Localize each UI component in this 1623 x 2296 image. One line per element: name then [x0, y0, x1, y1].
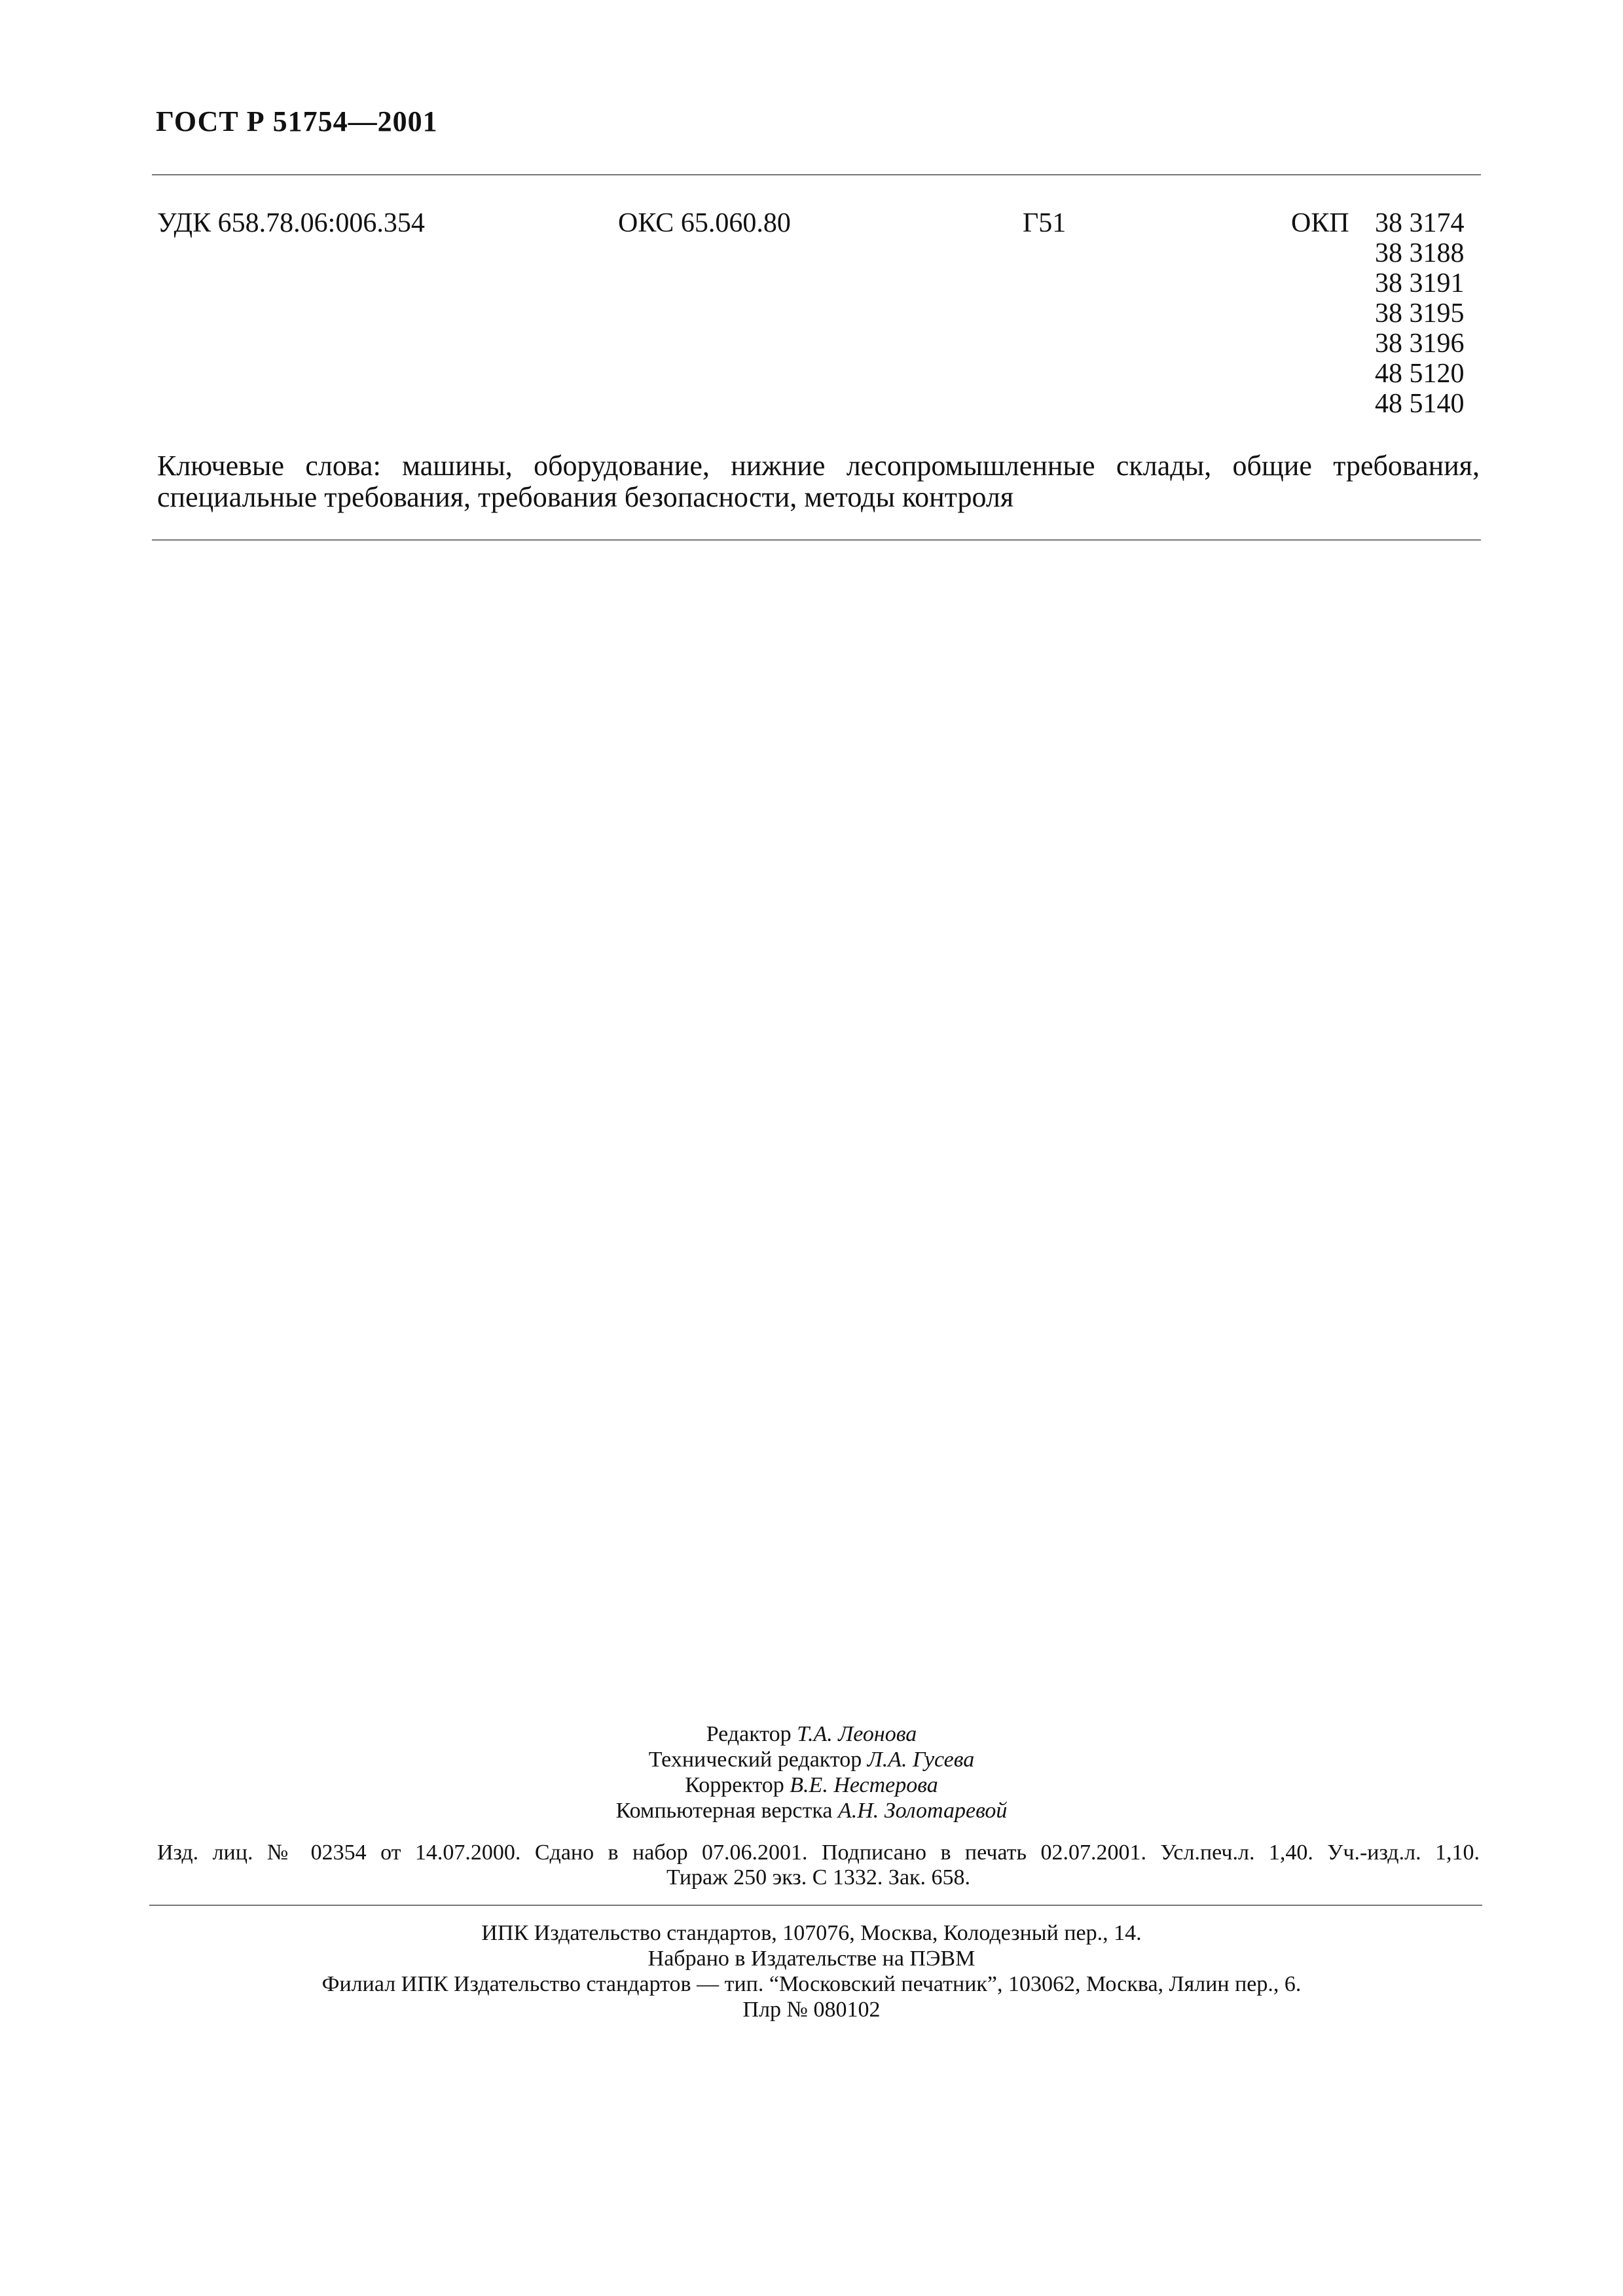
okp-code: 48 5120 [1375, 359, 1465, 389]
editor-role: Редактор [706, 1722, 792, 1746]
publisher-line: ИПК Издательство стандартов, 107076, Москва, Колодезный пер., 14. [481, 1921, 1142, 1945]
layout-credit [0, 1798, 1623, 1823]
keywords-divider [152, 539, 1481, 541]
keywords-line: специальные требования, требования безопасности, методы контроля [157, 481, 1014, 513]
publisher-block [0, 1920, 1623, 2022]
okp-code: 48 5140 [1375, 389, 1465, 419]
layout-role: Компьютерная верстка [615, 1799, 833, 1823]
print-info-line: Изд. лиц. № 02354 от 14.07.2000. Сдано в набор 07.06.2001. Подписано в печать 02.07.2001. Усл.печ.л. 1,40. Уч.-изд.л. 1,10. [157, 1840, 1480, 1865]
okp-code: 38 3191 [1375, 268, 1465, 298]
layout-name: А.Н. Золотаревой [837, 1799, 1008, 1823]
print-info-block [157, 1840, 1480, 1890]
keywords-line: Ключевые слова: машины, оборудование, нижние лесопромышленные склады, общие требования, [157, 450, 1480, 482]
editor-name: Т.А. Леонова [797, 1722, 917, 1746]
okp-code: 38 3174 [1375, 208, 1465, 238]
tech-editor-name: Л.А. Гусева [867, 1748, 975, 1772]
print-info-line: Тираж 250 экз. С 1332. Зак. 658. [666, 1865, 971, 1890]
okp-label: ОКП [1291, 208, 1349, 238]
corrector-role: Корректор [685, 1773, 784, 1797]
publisher-line: Плр № 080102 [742, 1998, 881, 2022]
imprint-divider [149, 1905, 1482, 1906]
publisher-line: Филиал ИПК Издательство стандартов — тип. “Московский печатник”, 103062, Москва, Лялин пер., 6. [321, 1972, 1302, 1996]
oks-code: ОКС 65.060.80 [618, 208, 791, 238]
group-code: Г51 [1023, 208, 1067, 238]
corrector-credit [0, 1772, 1623, 1798]
udk-code: УДК 658.78.06:006.354 [157, 208, 425, 238]
keywords-block [157, 450, 1480, 513]
tech-editor-credit [0, 1747, 1623, 1772]
okp-code: 38 3188 [1375, 238, 1465, 268]
okp-code-list [1375, 208, 1465, 419]
credits-block [0, 1721, 1623, 1823]
editor-credit [0, 1721, 1623, 1747]
tech-editor-role: Технический редактор [648, 1748, 862, 1772]
okp-code: 38 3196 [1375, 329, 1465, 359]
document-title: ГОСТ Р 51754—2001 [156, 105, 438, 137]
corrector-name: В.Е. Нестерова [790, 1773, 938, 1797]
top-divider [152, 174, 1481, 175]
publisher-line: Набрано в Издательстве на ПЭВМ [647, 1946, 976, 1971]
okp-code: 38 3195 [1375, 298, 1465, 329]
